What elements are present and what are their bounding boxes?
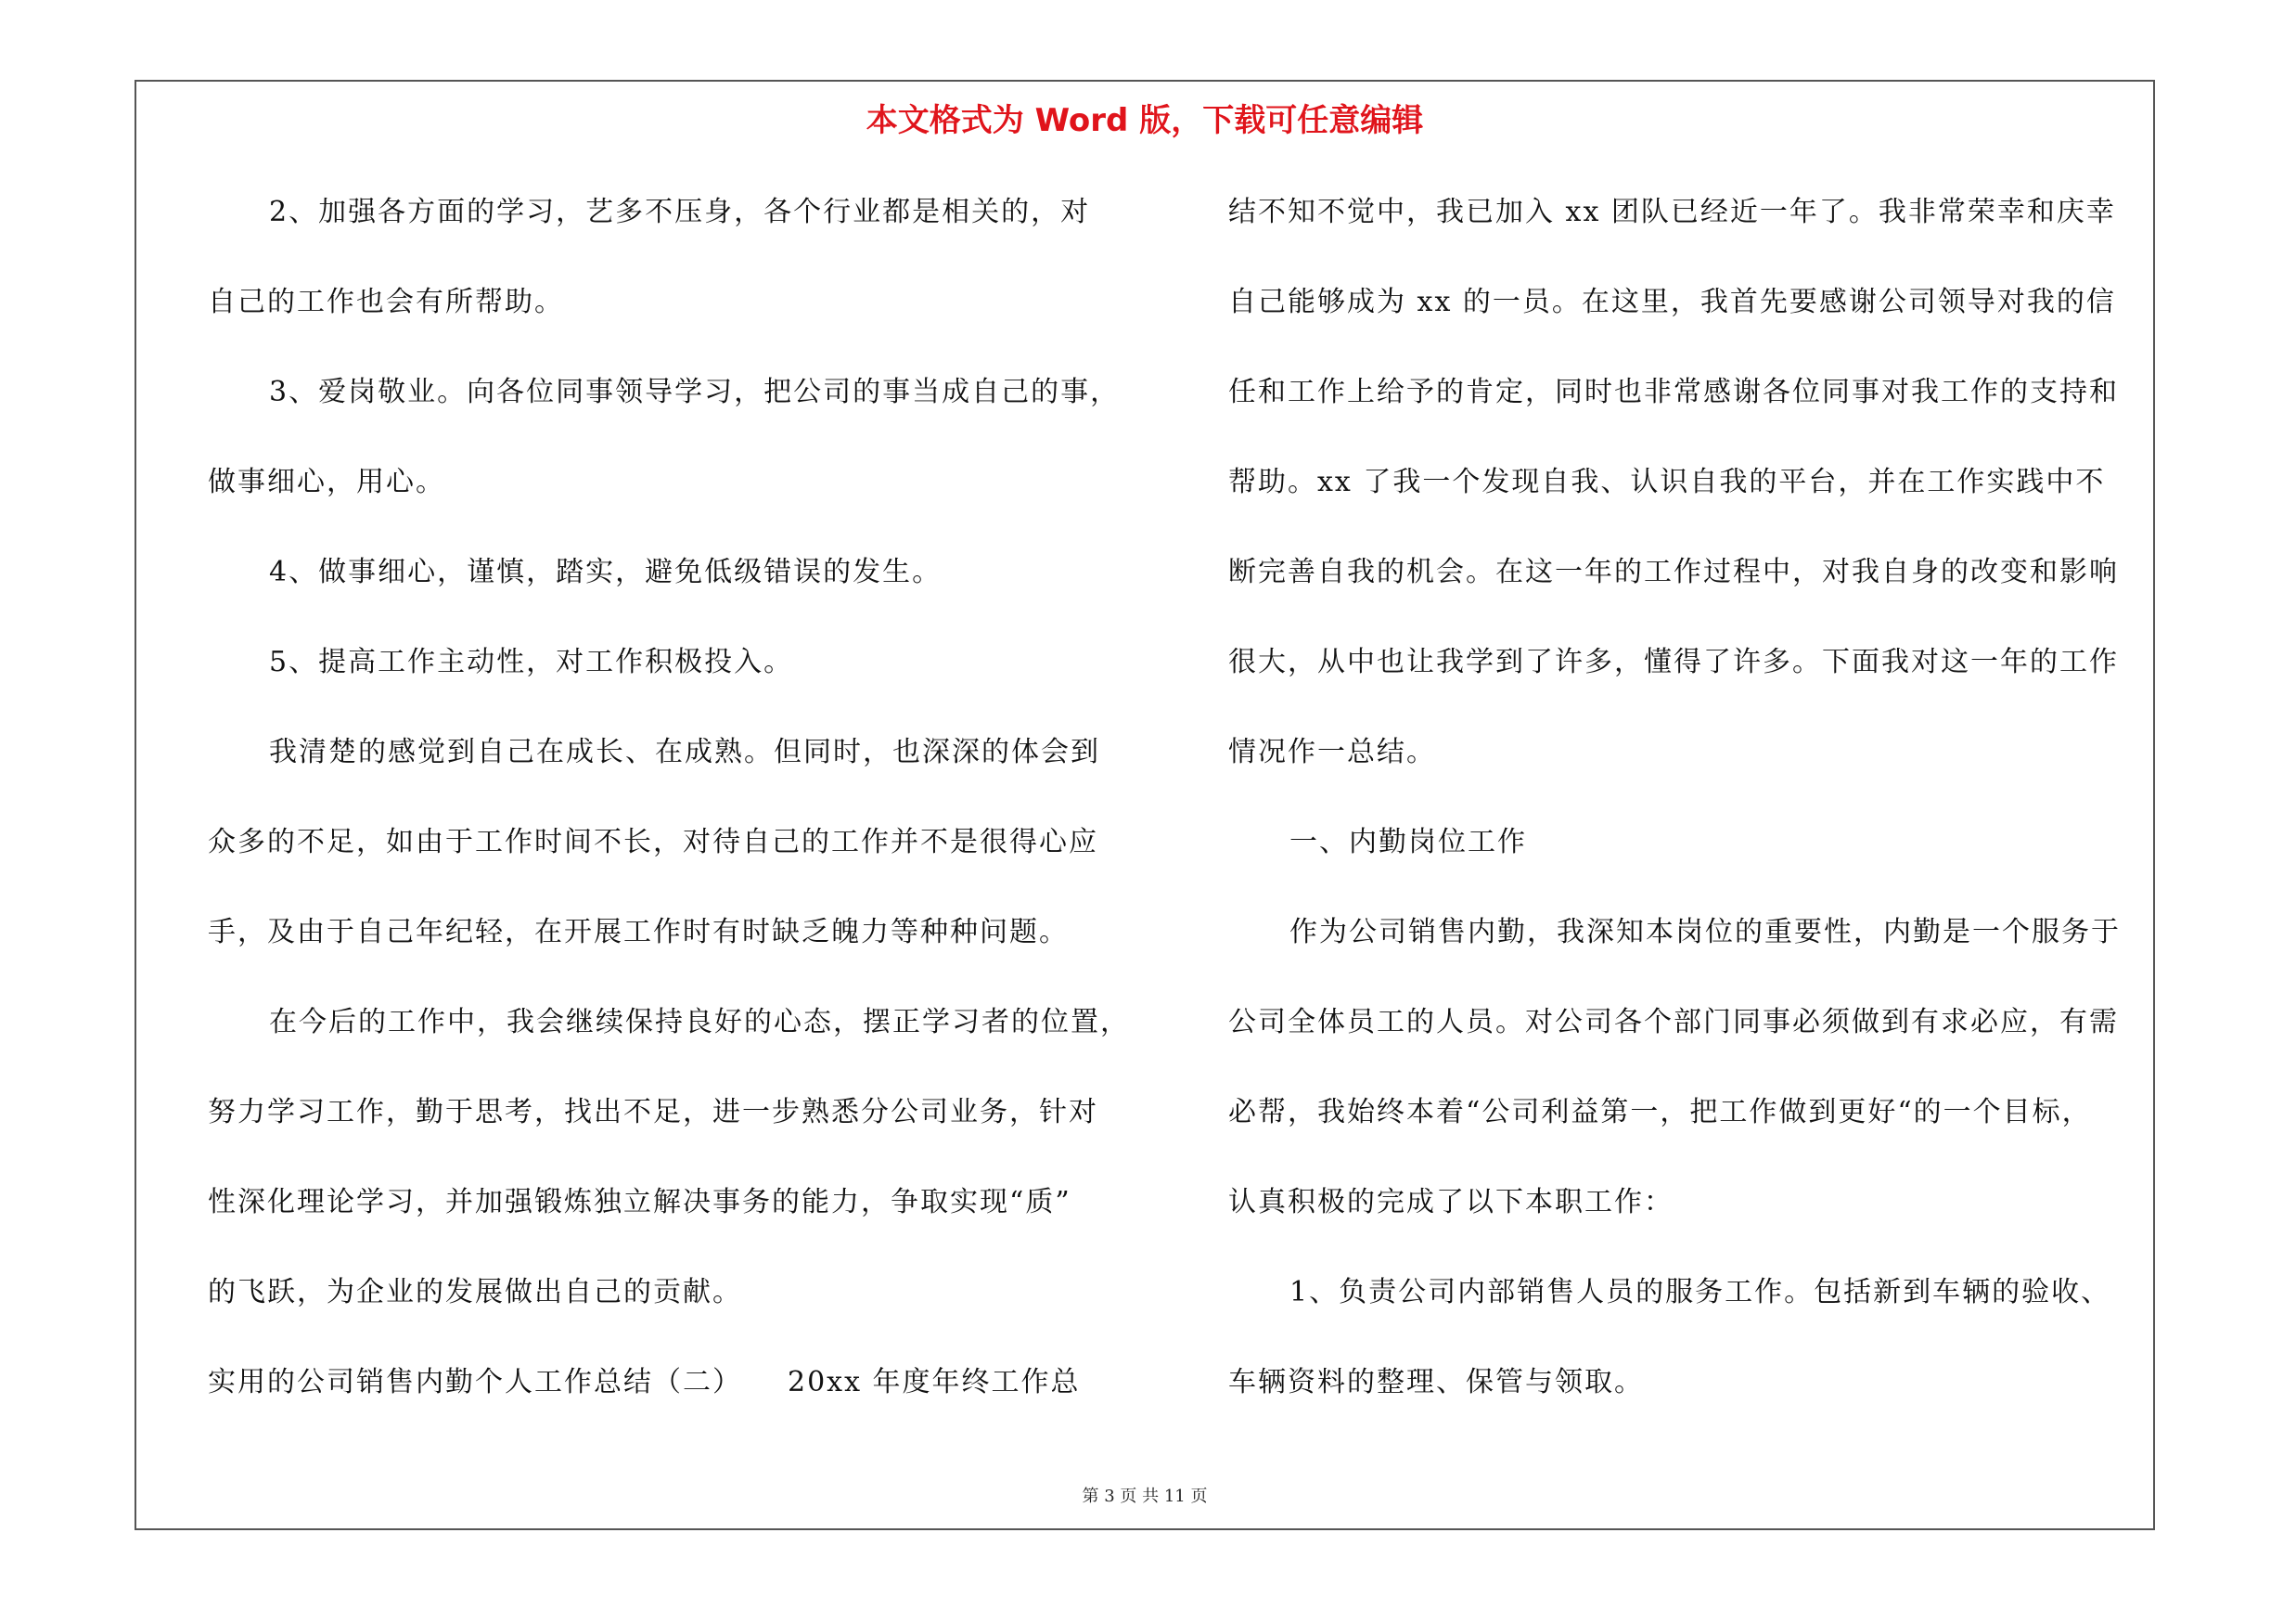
paragraph-line: 5、提高工作主动性，对工作积极投入。 [269,646,794,678]
paragraph-line: 自己的工作也会有所帮助。 [208,286,564,318]
paragraph-line: 的飞跃，为企业的发展做出自己的贡献。 [208,1276,742,1308]
page-number-footer: 第 3 页 共 11 页 [1082,1487,1208,1506]
paragraph-line: 4、做事细心，谨慎，踏实，避免低级错误的发生。 [269,556,943,588]
paragraph-line: 自己能够成为 xx 的一员。在这里，我首先要感谢公司领导对我的信 [1228,286,2116,318]
paragraph-line: 做事细心，用心。 [208,466,445,498]
paragraph-line: 性深化理论学习，并加强锻炼独立解决事务的能力，争取实现“质” [208,1186,1071,1218]
paragraph-line: 3、爱岗敬业。向各位同事领导学习，把公司的事当成自己的事， [269,376,1121,408]
paragraph-line: 帮助。xx 了我一个发现自我、认识自我的平台，并在工作实践中不 [1228,466,2106,498]
paragraph-line: 手，及由于自己年纪轻，在开展工作时有时缺乏魄力等种种问题。 [208,916,1069,948]
paragraph-line: 认真积极的完成了以下本职工作： [1228,1186,1674,1218]
document-page [135,80,2155,1530]
paragraph-line: 结不知不觉中，我已加入 xx 团队已经近一年了。我非常荣幸和庆幸 [1228,196,2116,228]
paragraph-line: 我清楚的感觉到自己在成长、在成熟。但同时，也深深的体会到 [269,736,1100,768]
format-notice-banner: 本文格式为 Word 版，下载可任意编辑 [866,102,1424,139]
paragraph-line: 公司全体员工的人员。对公司各个部门同事必须做到有求必应，有需 [1228,1006,2119,1038]
paragraph-line: 情况作一总结。 [1228,736,1436,768]
paragraph-line: 断完善自我的机会。在这一年的工作过程中，对我自身的改变和影响 [1228,556,2119,588]
paragraph-line: 努力学习工作，勤于思考，找出不足，进一步熟悉分公司业务，针对 [208,1096,1098,1128]
paragraph-line: 作为公司销售内勤，我深知本岗位的重要性，内勤是一个服务于 [1289,916,2121,948]
paragraph-line: 必帮，我始终本着“公司利益第一，把工作做到更好“的一个目标， [1228,1096,2092,1128]
paragraph-line: 1、负责公司内部销售人员的服务工作。包括新到车辆的验收、 [1289,1276,2111,1308]
paragraph-line: 2、加强各方面的学习，艺多不压身，各个行业都是相关的，对 [269,196,1091,228]
paragraph-line: 在今后的工作中，我会继续保持良好的心态，摆正学习者的位置， [269,1006,1130,1038]
section-heading: 一、内勤岗位工作 [1289,826,1527,858]
paragraph-line: 车辆资料的整理、保管与领取。 [1228,1366,1644,1398]
paragraph-line: 很大，从中也让我学到了许多，懂得了许多。下面我对这一年的工作 [1228,646,2119,678]
paragraph-line: 任和工作上给予的肯定，同时也非常感谢各位同事对我工作的支持和 [1228,376,2119,408]
paragraph-line: 众多的不足，如由于工作时间不长，对待自己的工作并不是很得心应 [208,826,1098,858]
section-title-line: 实用的公司销售内勤个人工作总结（二） 20xx 年度年终工作总 [208,1366,1081,1398]
